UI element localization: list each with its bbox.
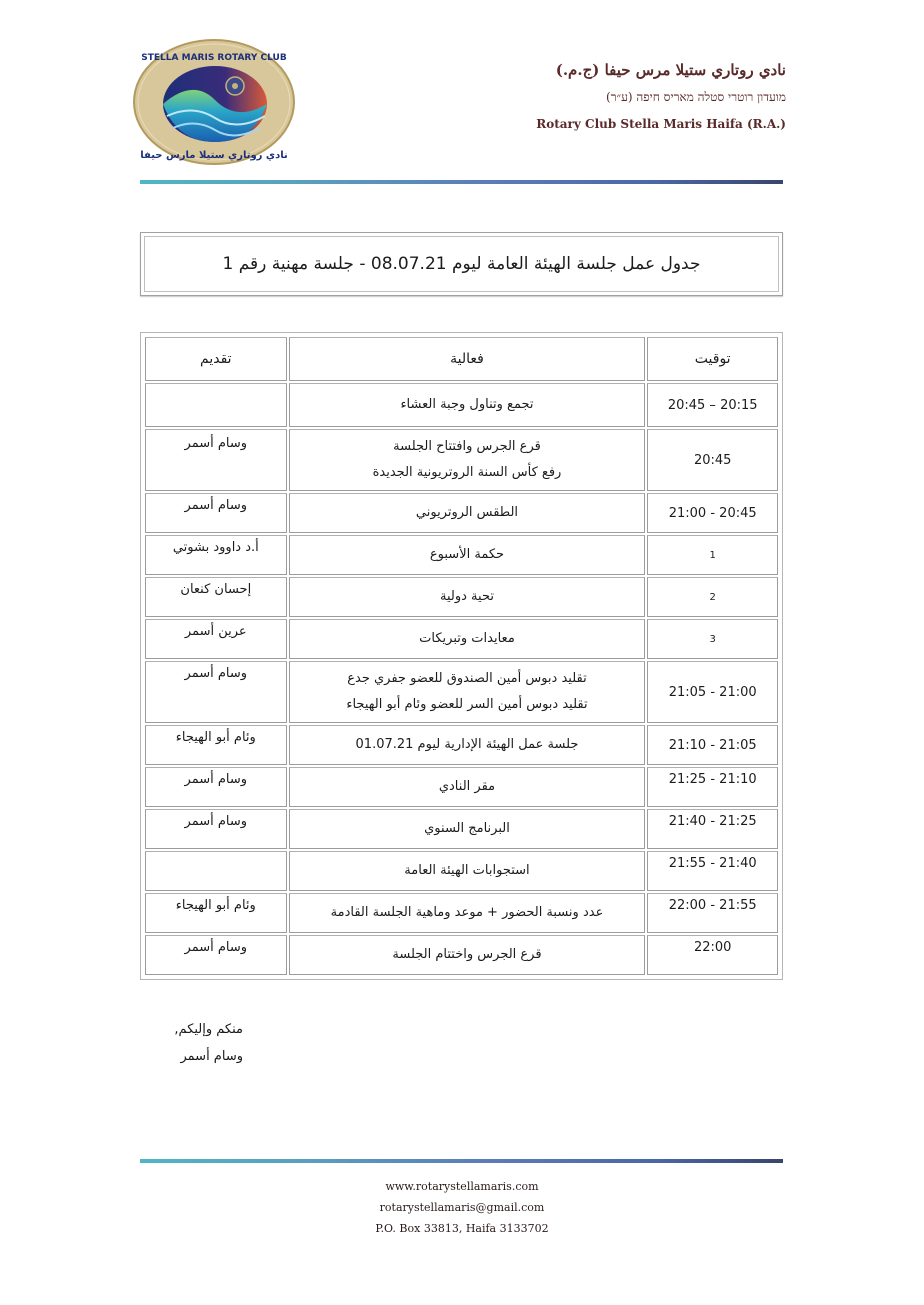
activity-cell: [289, 767, 646, 807]
activity-cell: [289, 577, 646, 617]
presenter-cell: وسام أسمر: [145, 767, 287, 807]
activity-line: قرع الجرس واختتام الجلسة: [392, 947, 542, 962]
presenter-cell: عرين أسمر: [145, 619, 287, 659]
footer-divider: [140, 1159, 783, 1163]
presenter-cell: وسام أسمر: [145, 429, 287, 491]
activity-cell: [289, 429, 646, 491]
table-row: [145, 935, 778, 975]
presenter-cell: وسام أسمر: [145, 809, 287, 849]
activity-line: مقر النادي: [438, 779, 496, 794]
time-cell: 21:40 - 21:55: [647, 851, 778, 891]
letterhead: [536, 58, 786, 136]
table-row: [145, 661, 778, 723]
table-row: [145, 535, 778, 575]
activity-line: حكمة الأسبوع: [429, 547, 505, 562]
table-row: [145, 893, 778, 933]
document-title: جدول عمل جلسة الهيئة العامة ليوم 08.07.21 - جلسة مهنية رقم 1: [144, 236, 779, 292]
time-cell: 1: [647, 535, 778, 575]
time-cell: 3: [647, 619, 778, 659]
footer-email-link[interactable]: rotarystellamaris@gmail.com: [379, 1201, 545, 1214]
activity-cell: [289, 935, 646, 975]
footer-website-link[interactable]: www.rotarystellamaris.com: [385, 1180, 539, 1193]
closing-block: [143, 1016, 243, 1070]
svg-text:نادي روتاري ستيلا مارس حيفا: نادي روتاري ستيلا مارس حيفا: [140, 150, 288, 161]
presenter-cell: وسام أسمر: [145, 493, 287, 533]
presenter-cell: إحسان كنعان: [145, 577, 287, 617]
time-cell: 21:00 - 21:05: [647, 661, 778, 723]
column-header-time: توقيت: [647, 337, 778, 381]
club-name-english: Rotary Club Stella Maris Haifa (R.A.): [536, 117, 786, 131]
activity-line: جلسة عمل الهيئة الإدارية ليوم 01.07.21: [355, 737, 579, 752]
table-row: [145, 493, 778, 533]
svg-text:STELLA MARIS ROTARY CLUB: STELLA MARIS ROTARY CLUB: [141, 53, 287, 63]
closing-signature: وسام أسمر: [180, 1049, 243, 1064]
activity-line: الطقس الروتريوني: [415, 505, 519, 520]
activity-cell: [289, 893, 646, 933]
closing-greeting: منكم وإليكم,: [174, 1022, 243, 1037]
activity-cell: [289, 725, 646, 765]
column-header-activity: فعالية: [289, 337, 646, 381]
rotary-logo-icon: [133, 38, 295, 166]
activity-line: البرنامج السنوي: [424, 821, 510, 836]
header-divider: [140, 180, 783, 184]
presenter-cell: وئام أبو الهيجاء: [145, 725, 287, 765]
activity-line: قرع الجرس وافتتاح الجلسة: [393, 439, 541, 454]
club-name-hebrew: מועדון רוטרי סטלה מאריס חיפה (ע״ר): [605, 90, 786, 104]
presenter-cell: وسام أسمر: [145, 661, 287, 723]
table-row: [145, 851, 778, 891]
time-cell: 20:45: [647, 429, 778, 491]
club-logo: [133, 38, 295, 166]
time-cell: 20:15 – 20:45: [647, 383, 778, 427]
table-row: [145, 383, 778, 427]
presenter-cell: أ.د داوود بشوتي: [145, 535, 287, 575]
time-cell: 21:55 - 22:00: [647, 893, 778, 933]
activity-line: استجوابات الهيئة العامة: [404, 863, 530, 878]
activity-line: عدد ونسبة الحضور + موعد وماهية الجلسة القادمة: [330, 905, 604, 920]
time-cell: 2: [647, 577, 778, 617]
time-cell: 21:05 - 21:10: [647, 725, 778, 765]
activity-line: معايدات وتبريكات: [419, 631, 515, 646]
activity-cell: [289, 383, 646, 427]
time-cell: 22:00: [647, 935, 778, 975]
table-row: [145, 429, 778, 491]
footer-address: P.O. Box 33813, Haifa 3133702: [375, 1222, 549, 1235]
presenter-cell: [145, 383, 287, 427]
activity-cell: [289, 535, 646, 575]
table-row: [145, 577, 778, 617]
agenda-table: [140, 332, 783, 980]
table-row: [145, 725, 778, 765]
column-header-presenter: تقديم: [145, 337, 287, 381]
time-cell: 21:10 - 21:25: [647, 767, 778, 807]
activity-line: رفع كأس السنة الروتريونية الجديدة: [372, 465, 562, 480]
presenter-cell: وسام أسمر: [145, 935, 287, 975]
presenter-cell: وئام أبو الهيجاء: [145, 893, 287, 933]
table-row: [145, 619, 778, 659]
club-name-arabic: نادي روتاري ستيلا مرس حيفا (ج.م.): [555, 61, 786, 79]
table-row: [145, 767, 778, 807]
activity-cell: [289, 493, 646, 533]
activity-cell: [289, 661, 646, 723]
activity-cell: [289, 619, 646, 659]
document-title-box: [140, 232, 783, 296]
activity-line: تحية دولية: [440, 589, 494, 604]
activity-line: تجمع وتناول وجبة العشاء: [400, 397, 534, 412]
table-row: [145, 809, 778, 849]
presenter-cell: [145, 851, 287, 891]
time-cell: 21:25 - 21:40: [647, 809, 778, 849]
activity-line: تقليد دبوس أمين السر للعضو وئام أبو الهيجاء: [346, 697, 588, 712]
time-cell: 20:45 - 21:00: [647, 493, 778, 533]
activity-cell: [289, 851, 646, 891]
activity-line: تقليد دبوس أمين الصندوق للعضو جفري جدع: [347, 671, 587, 686]
activity-cell: [289, 809, 646, 849]
footer: [0, 1176, 924, 1239]
table-header-row: [145, 337, 778, 381]
